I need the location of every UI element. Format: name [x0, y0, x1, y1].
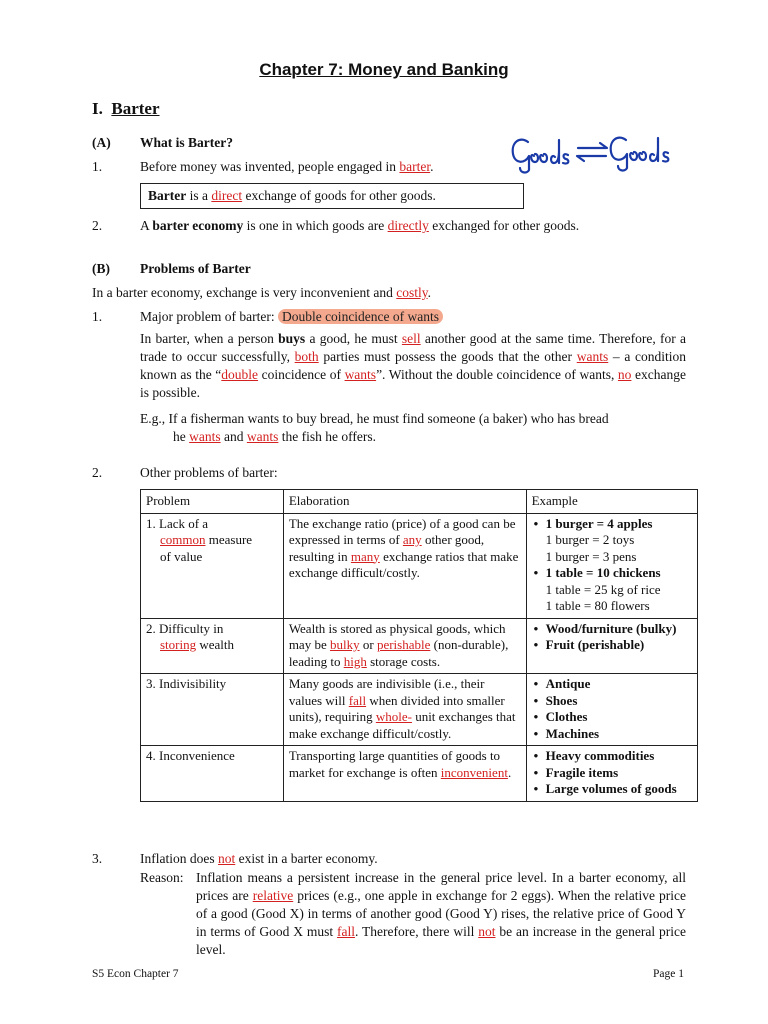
other-problems-line: Other problems of barter: [140, 465, 278, 480]
section-title: Barter [111, 99, 160, 118]
list-item: • Clothes [532, 709, 692, 726]
part-b-heading: Problems of Barter [140, 261, 251, 276]
inflation-reason-paragraph: Inflation means a persistent increase in the general price level. In a barter economy, all prices are relative prices (e.g., one apple in exchange for 2 eggs). When the relative price of a good (Good X) in terms of another good (Good Y) rises, the relative price of Good Y in terms of Good X must fall. Therefore, there will not be an increase in the general price level. [196, 870, 686, 957]
highlighted-term: Double coincidence of wants [278, 309, 443, 324]
list-item: • Machines [532, 726, 692, 743]
elaboration-cell: Many goods are indivisible (i.e., their values will fall when divided into smaller units), requiring whole- unit exchanges that make exchange difficult/costly. [283, 674, 526, 746]
double-coincidence-paragraph: In barter, when a person buys a good, he must sell another good at the same time. Therefore, for a trade to occur successfully, both parties must possess the goods that the other wants – a condition known as the “double coincidence of wants”. Without the double coincidence of wants, no exchange is possible. [140, 331, 686, 400]
footer-course: S5 Econ Chapter 7 [92, 968, 179, 980]
example-cell [526, 513, 697, 618]
page-title: Chapter 7: Money and Banking [259, 60, 509, 79]
item-number: 3. [92, 851, 103, 866]
part-a-heading: What is Barter? [140, 135, 233, 150]
list-item: • Large volumes of goods [532, 781, 692, 798]
section-number: I. [92, 99, 103, 118]
reason-label: Reason: [140, 870, 184, 885]
barter-problems-table [140, 489, 698, 802]
section-heading [92, 99, 160, 119]
list-item: • 1 table = 10 chickens [532, 565, 692, 582]
list-item: 1 burger = 2 toys [545, 532, 635, 547]
part-b-intro: In a barter economy, exchange is very inconvenient and costly. [92, 285, 432, 300]
list-item: • Shoes [532, 693, 692, 710]
list-item: 1 table = 25 kg of rice [545, 581, 661, 597]
footer-page-number: Page 1 [653, 968, 684, 980]
example-line-1: E.g., If a fisherman wants to buy bread, he must find someone (a baker) who has bread [140, 411, 609, 426]
list-item: • 1 burger = 4 apples [532, 516, 692, 533]
problem-cell: 1. Lack of a common measure of value [141, 513, 284, 618]
problem-cell: 3. Indivisibility [141, 674, 284, 746]
example-cell [526, 746, 697, 802]
major-problem-line: Major problem of barter: Double coincidence of wants [140, 308, 443, 326]
problem-cell: 2. Difficulty in storing wealth [141, 618, 284, 674]
table-row [141, 674, 698, 746]
part-a-label: (A) [92, 135, 111, 150]
item-number: 2. [92, 465, 103, 480]
example-line-2: he wants and wants the fish he offers. [173, 429, 376, 444]
list-item: • Wood/furniture (bulky) [532, 621, 692, 638]
item-number: 2. [92, 218, 103, 233]
barter-economy-definition: A barter economy is one in which goods are directly exchanged for other goods. [140, 218, 580, 233]
elaboration-cell: Transporting large quantities of goods to market for exchange is often inconvenient. [283, 746, 526, 802]
elaboration-cell: Wealth is stored as physical goods, which may be bulky or perishable (non-durable), leading to high storage costs. [283, 618, 526, 674]
table-row [141, 618, 698, 674]
inflation-statement: Inflation does not exist in a barter economy. [140, 851, 378, 866]
list-item: 1 table = 80 flowers [545, 598, 650, 613]
barter-intro-line: Before money was invented, people engaged in barter. [140, 159, 434, 174]
table-row [141, 513, 698, 618]
elaboration-cell: The exchange ratio (price) of a good can be expressed in terms of any other good, resulting in many exchange ratios that make exchange difficult/costly. [283, 513, 526, 618]
barter-definition: Barter is a direct exchange of goods for other goods. [148, 188, 436, 203]
list-item: • Fruit (perishable) [532, 637, 692, 654]
problem-cell: 4. Inconvenience [141, 746, 284, 802]
example-cell [526, 674, 697, 746]
item-number: 1. [92, 159, 103, 174]
table-row [141, 746, 698, 802]
column-header: Example [526, 490, 697, 514]
list-item: • Heavy commodities [532, 748, 692, 765]
handwritten-goods-exchange-note [508, 130, 688, 175]
column-header: Elaboration [283, 490, 526, 514]
item-number: 1. [92, 309, 103, 324]
part-b-label: (B) [92, 261, 110, 276]
table-header-row [141, 490, 698, 514]
column-header: Problem [141, 490, 284, 514]
list-item: 1 burger = 3 pens [545, 548, 637, 564]
example-cell [526, 618, 697, 674]
list-item: • Antique [532, 676, 692, 693]
list-item: • Fragile items [532, 765, 692, 782]
